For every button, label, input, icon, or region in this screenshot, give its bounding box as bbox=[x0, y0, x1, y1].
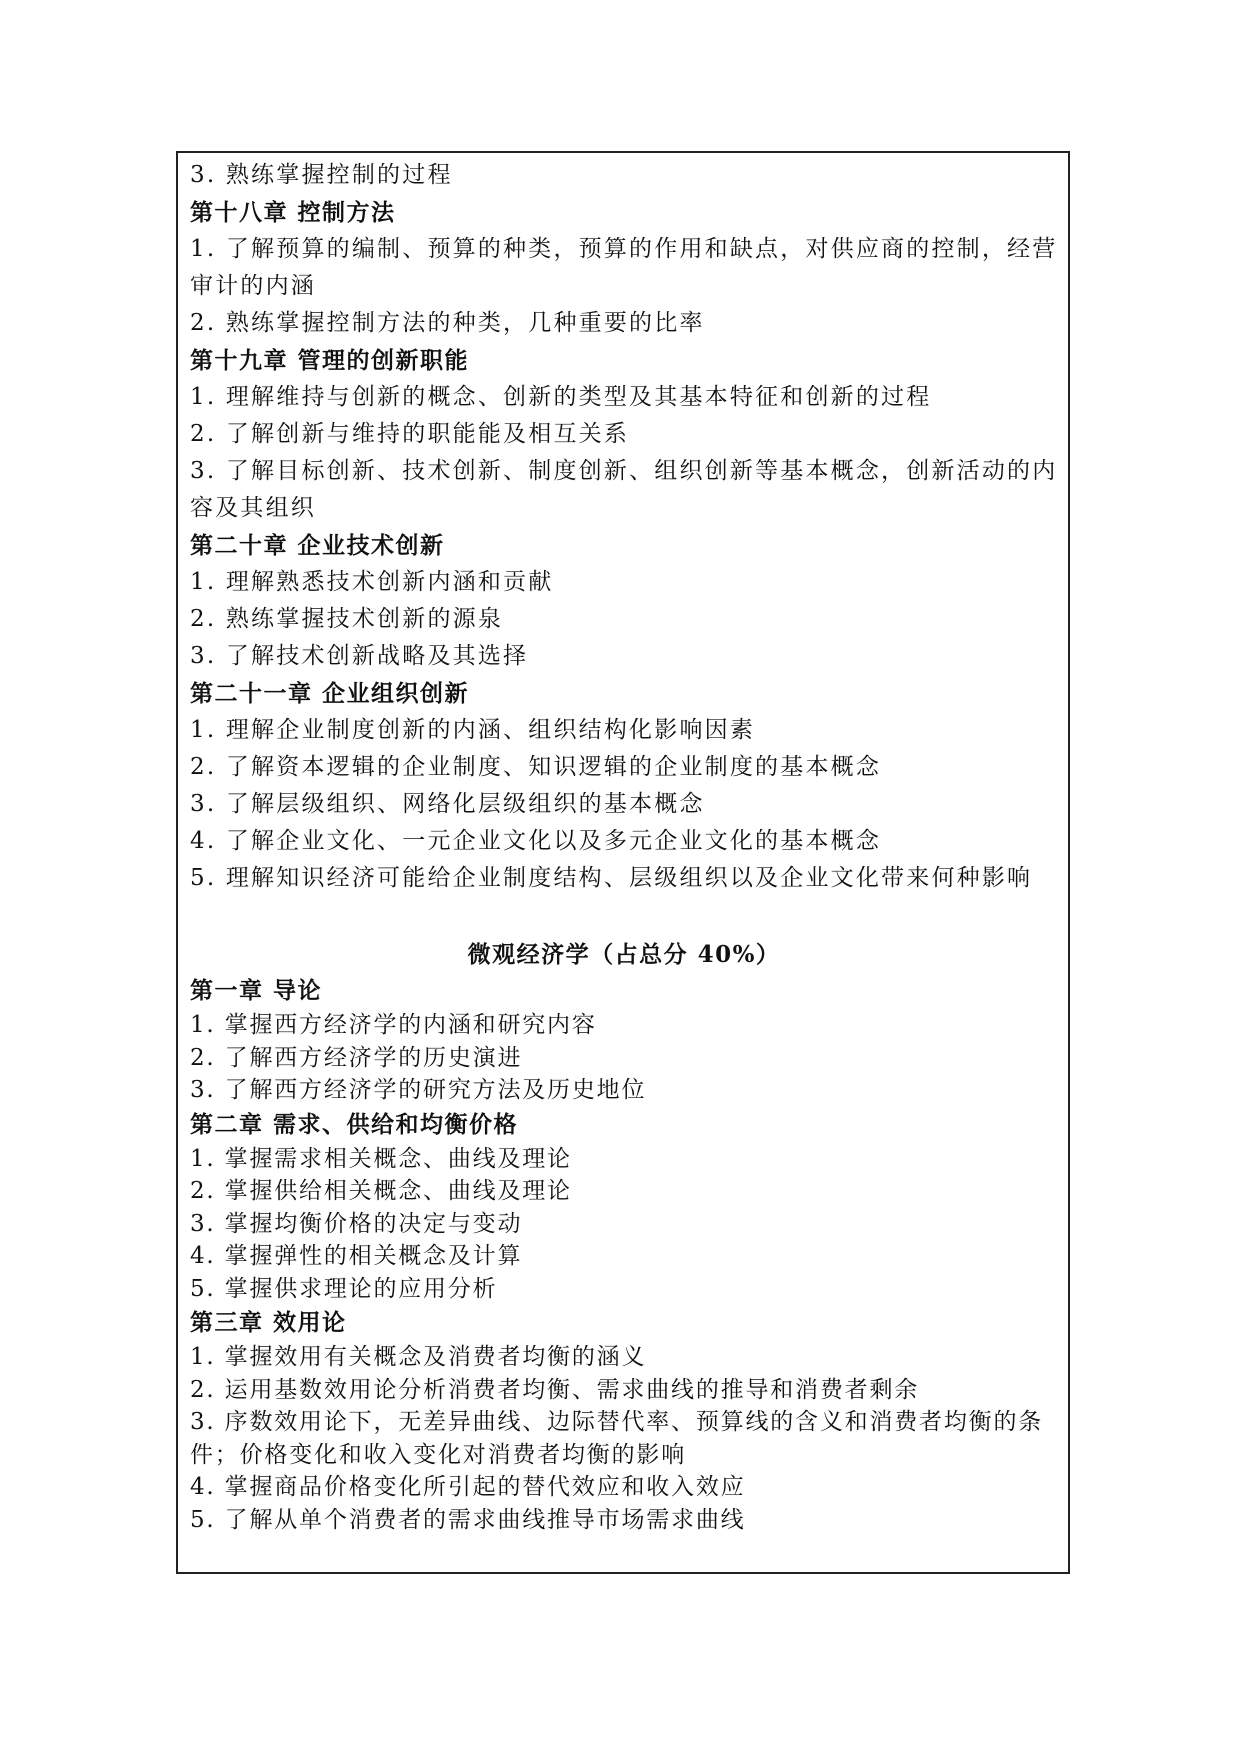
list-item: 2. 了解创新与维持的职能能及相互关系 bbox=[190, 421, 630, 447]
list-item: 2. 掌握供给相关概念、曲线及理论 bbox=[190, 1178, 572, 1204]
chapter-heading: 第十八章 控制方法 bbox=[190, 199, 396, 226]
list-item: 3. 了解技术创新战略及其选择 bbox=[190, 643, 529, 669]
list-item: 1. 理解企业制度创新的内涵、组织结构化影响因素 bbox=[190, 717, 756, 743]
chapter-heading: 第十九章 管理的创新职能 bbox=[190, 347, 470, 374]
list-item: 5. 掌握供求理论的应用分析 bbox=[190, 1275, 498, 1302]
list-item: 2. 了解资本逻辑的企业制度、知识逻辑的企业制度的基本概念 bbox=[190, 754, 882, 780]
content-table-cell bbox=[176, 151, 1070, 1574]
list-item: 5. 了解从单个消费者的需求曲线推导市场需求曲线 bbox=[190, 1506, 746, 1533]
list-item: 2. 运用基数效用论分析消费者均衡、需求曲线的推导和消费者剩余 bbox=[190, 1376, 920, 1403]
management-section bbox=[190, 157, 1058, 897]
list-item: 4. 掌握商品价格变化所引起的替代效应和收入效应 bbox=[190, 1474, 746, 1500]
document-body bbox=[190, 157, 1058, 1536]
list-item: 2. 熟练掌握控制方法的种类，几种重要的比率 bbox=[190, 310, 705, 336]
list-item: 1. 了解预算的编制、预算的种类，预算的作用和缺点，对供应商的控制，经营审计的内涵 bbox=[190, 236, 1058, 299]
list-item: 2. 了解西方经济学的历史演进 bbox=[190, 1044, 523, 1071]
list-item: 5. 理解知识经济可能给企业制度结构、层级组织以及企业文化带来何种影响 bbox=[190, 865, 1033, 891]
section-title: 微观经济学（占总分 40%） bbox=[467, 941, 781, 968]
list-item: 3. 了解目标创新、技术创新、制度创新、组织创新等基本概念，创新活动的内容及其组织 bbox=[190, 458, 1058, 521]
list-item: 1. 理解维持与创新的概念、创新的类型及其基本特征和创新的过程 bbox=[190, 384, 932, 410]
microeconomics-section bbox=[190, 937, 1058, 1536]
list-item: 3. 了解西方经济学的研究方法及历史地位 bbox=[190, 1077, 647, 1103]
list-item: 1. 掌握西方经济学的内涵和研究内容 bbox=[190, 1012, 597, 1038]
chapter-heading: 第三章 效用论 bbox=[190, 1309, 347, 1336]
list-item: 2. 熟练掌握技术创新的源泉 bbox=[190, 606, 504, 632]
list-item: 3. 熟练掌握控制的过程 bbox=[190, 162, 453, 188]
list-item: 1. 理解熟悉技术创新内涵和贡献 bbox=[190, 569, 554, 595]
list-item: 3. 序数效用论下，无差异曲线、边际替代率、预算线的含义和消费者均衡的条件；价格变化和收入变化对消费者均衡的影响 bbox=[190, 1409, 1044, 1468]
chapter-heading: 第二十一章 企业组织创新 bbox=[190, 680, 470, 707]
list-item: 4. 掌握弹性的相关概念及计算 bbox=[190, 1243, 523, 1269]
list-item: 1. 掌握需求相关概念、曲线及理论 bbox=[190, 1145, 572, 1172]
list-item: 3. 了解层级组织、网络化层级组织的基本概念 bbox=[190, 791, 705, 817]
list-item: 1. 掌握效用有关概念及消费者均衡的涵义 bbox=[190, 1344, 647, 1370]
chapter-heading: 第一章 导论 bbox=[190, 977, 323, 1004]
chapter-heading: 第二章 需求、供给和均衡价格 bbox=[190, 1110, 519, 1138]
list-item: 4. 了解企业文化、一元企业文化以及多元企业文化的基本概念 bbox=[190, 828, 882, 854]
chapter-heading: 第二十章 企业技术创新 bbox=[190, 532, 445, 559]
list-item: 3. 掌握均衡价格的决定与变动 bbox=[190, 1210, 523, 1237]
